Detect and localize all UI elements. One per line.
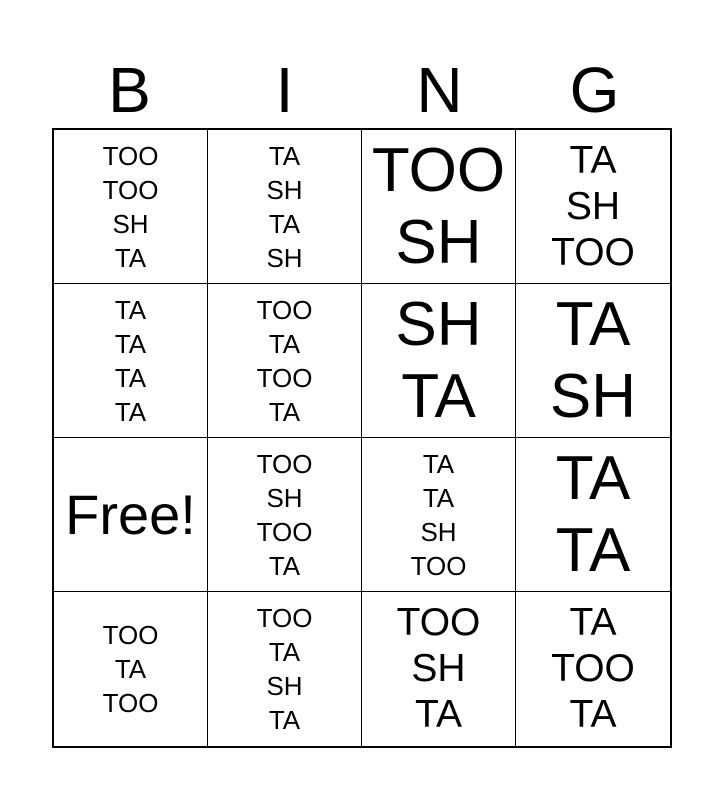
bingo-cell-r1c3[interactable] [362,130,516,284]
header-letter-g: G [569,54,620,126]
cell-line: SH [266,671,303,701]
cell-line: TA [569,601,617,644]
bingo-cell-r1c4[interactable] [516,130,670,284]
cell-line: TOO [102,140,159,171]
bingo-header [52,52,672,128]
free-space-label: Free! [65,482,196,546]
cell-line: TOO [410,550,467,581]
cell-line: SH [565,184,621,228]
cell-line: TA [555,289,631,359]
cell-line: TA [114,242,147,273]
bingo-cell-r1c1[interactable] [54,130,208,284]
bingo-cell-r3c3[interactable] [362,438,516,592]
bingo-cell-r3c4[interactable] [516,438,670,592]
bingo-cell-free[interactable] [54,438,208,592]
cell-line: SH [549,361,637,431]
cell-line: TOO [102,688,159,718]
cell-line: TOO [256,362,313,393]
cell-line: SH [112,208,149,239]
cell-line: TA [114,328,147,359]
bingo-cell-r4c3[interactable] [362,592,516,746]
cell-line: TA [114,654,147,684]
bingo-cell-r2c2[interactable] [208,284,362,438]
cell-line: TA [268,705,301,735]
bingo-board [52,128,672,748]
cell-line: TOO [256,294,313,325]
cell-line: TOO [551,230,635,274]
cell-line: TA [268,140,301,171]
bingo-cell-r3c2[interactable] [208,438,362,592]
bingo-cell-r4c1[interactable] [54,592,208,746]
bingo-cell-r2c3[interactable] [362,284,516,438]
cell-line: SH [266,174,303,205]
cell-line: TA [555,515,631,585]
cell-line: TOO [102,174,159,205]
cell-line: TA [422,482,455,513]
header-letter-i: I [275,54,294,126]
cell-line: TA [114,396,147,427]
cell-line: SH [266,482,303,513]
cell-line: TOO [256,516,313,547]
bingo-cell-r1c2[interactable] [208,130,362,284]
cell-line: TA [401,361,476,431]
cell-line: SH [266,242,303,273]
cell-line: SH [420,516,457,547]
cell-line: TOO [551,647,635,690]
bingo-cell-r2c1[interactable] [54,284,208,438]
bingo-cell-r4c2[interactable] [208,592,362,746]
cell-line: TA [268,328,301,359]
cell-line: TA [569,693,617,736]
cell-line: TA [555,443,631,513]
cell-line: TA [268,550,301,581]
cell-line: TOO [396,601,481,644]
header-letter-b: B [108,54,151,126]
cell-line: SH [395,289,482,359]
cell-line: TA [268,637,301,667]
cell-line: TA [114,362,147,393]
cell-line: SH [411,647,466,690]
cell-line: TOO [256,448,313,479]
cell-line: TA [422,448,455,479]
cell-line: TOO [371,135,506,205]
cell-line: TOO [256,603,313,633]
header-letter-n: N [416,54,463,126]
bingo-cell-r4c4[interactable] [516,592,670,746]
cell-line: TA [268,396,301,427]
cell-line: TA [415,693,462,736]
cell-line: TA [114,294,147,325]
bingo-cell-r2c4[interactable] [516,284,670,438]
cell-line: TA [268,208,301,239]
cell-line: TOO [102,620,159,650]
cell-line: TA [569,138,617,182]
cell-line: SH [395,207,482,277]
